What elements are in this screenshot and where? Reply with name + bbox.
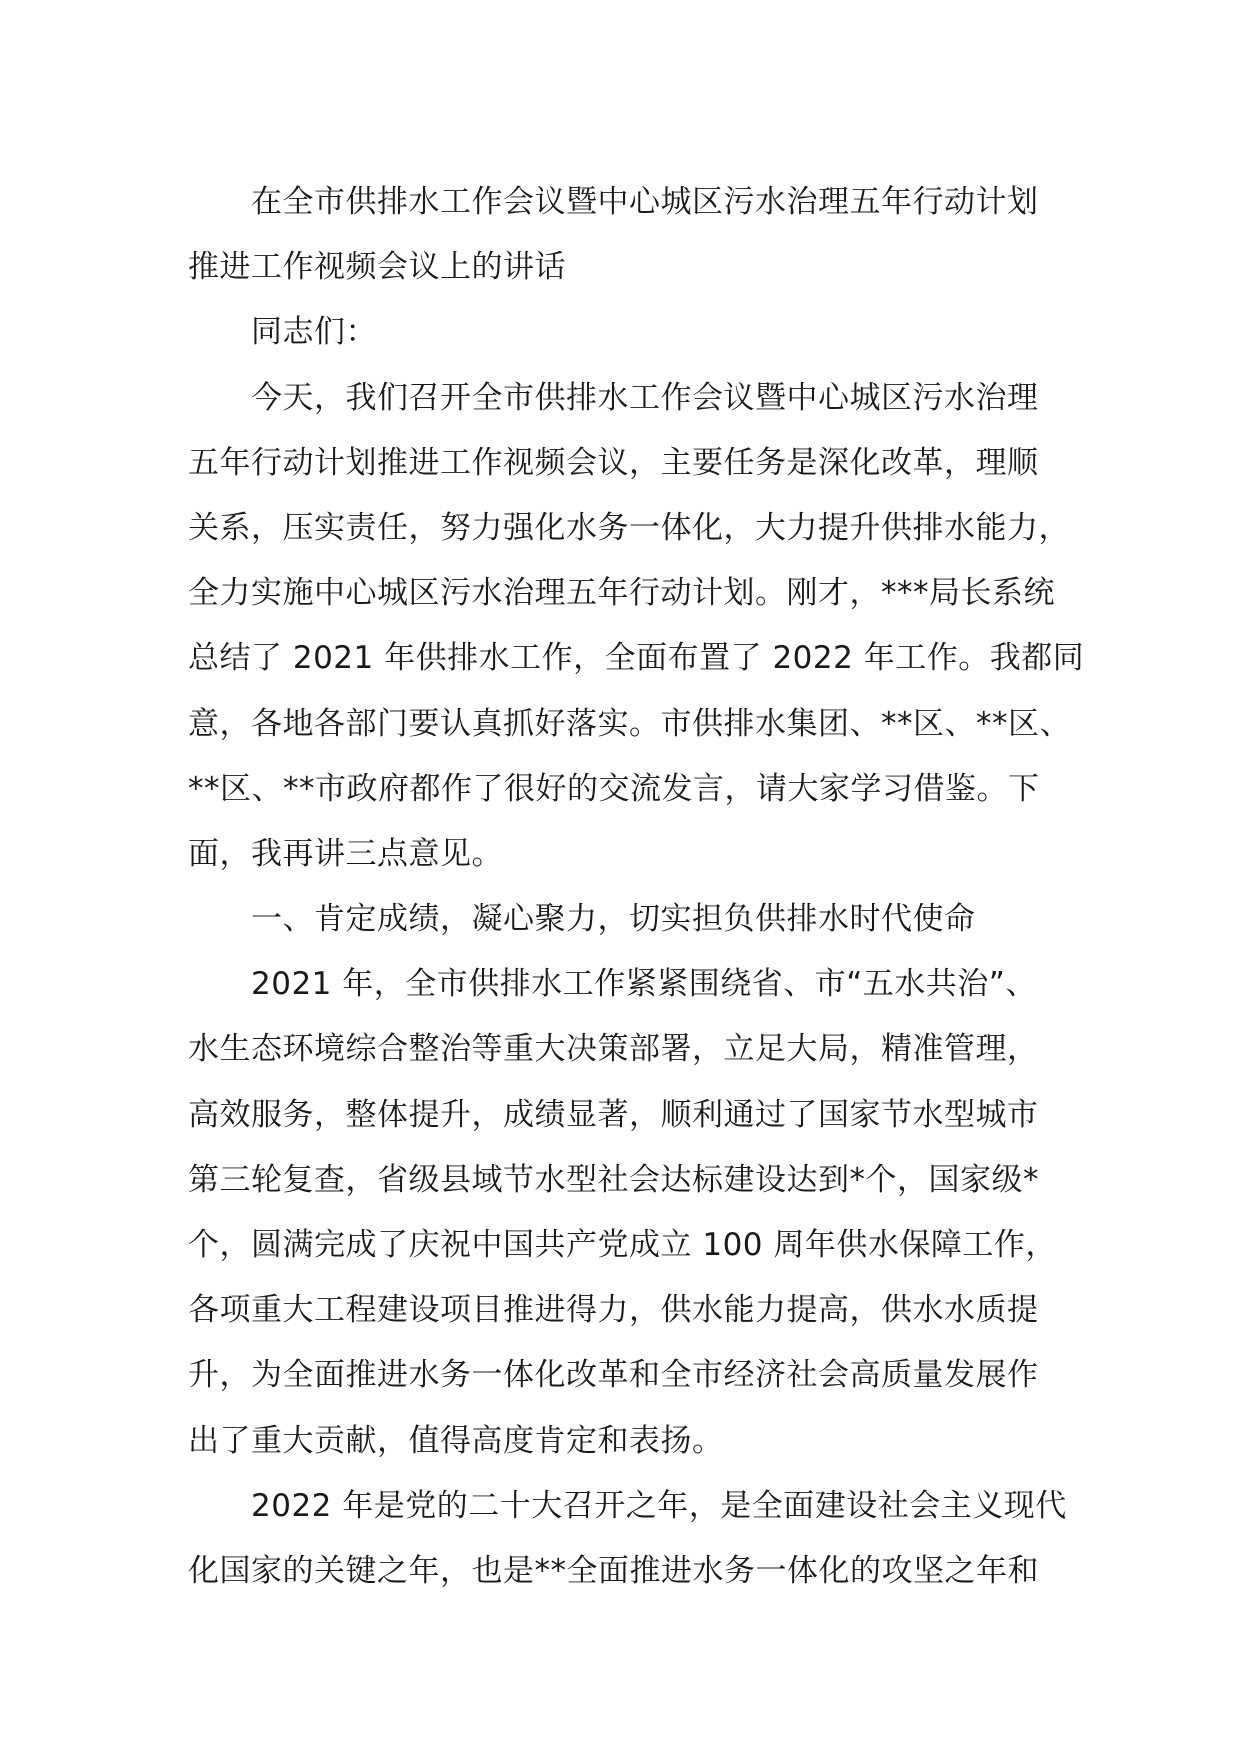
paragraph-line: **区、**市政府都作了很好的交流发言，请大家学习借鉴。下 [188,770,1040,807]
paragraph-line: 五年行动计划推进工作视频会议，主要任务是深化改革，理顺 [188,444,1039,481]
paragraph-line: 升，为全面推进水务一体化改革和全市经济社会高质量发展作 [188,1357,1039,1394]
paragraph-line: 意，各地各部门要认真抓好落实。市供排水集团、**区、**区、 [188,705,1071,742]
paragraph-line: 2021 年，全市供排水工作紧紧围绕省、市“五水共治”、 [251,966,1037,1003]
section-heading: 一、肯定成绩，凝心聚力，切实担负供排水时代使命 [251,901,976,938]
paragraph-line: 总结了 2021 年供排水工作，全面布置了 2022 年工作。我都同 [188,640,1085,677]
paragraph-line: 化国家的关键之年，也是**全面推进水务一体化的攻坚之年和 [188,1552,1039,1589]
paragraph-line: 2022 年是党的二十大召开之年，是全面建设社会主义现代 [251,1487,1067,1524]
paragraph-line: 关系，压实责任，努力强化水务一体化，大力提升供排水能力， [188,509,1070,546]
paragraph-line: 出了重大贡献，值得高度肯定和表扬。 [188,1422,724,1459]
paragraph-line: 高效服务，整体提升，成绩显著，顺利通过了国家节水型城市 [188,1096,1039,1133]
paragraph-line: 各项重大工程建设项目推进得力，供水能力提高，供水水质提 [188,1292,1039,1329]
paragraph-line: 面，我再讲三点意见。 [188,835,503,872]
title-line-1: 在全市供排水工作会议暨中心城区污水治理五年行动计划 [251,184,1039,220]
document-body [188,170,1088,1604]
paragraph-line: 第三轮复查，省级县域节水型社会达标建设达到*个，国家级* [188,1161,1039,1198]
paragraph-line: 今天，我们召开全市供排水工作会议暨中心城区污水治理 [251,379,1039,416]
title-line-2: 推进工作视频会议上的讲话 [188,249,566,286]
paragraph-line: 水生态环境综合整治等重大决策部署，立足大局，精准管理， [188,1031,1039,1068]
paragraph-line: 个，圆满完成了庆祝中国共产党成立 100 周年供水保障工作， [188,1227,1057,1263]
paragraph-line: 全力实施中心城区污水治理五年行动计划。刚才，***局长系统 [188,575,1055,612]
salutation: 同志们： [251,314,377,351]
